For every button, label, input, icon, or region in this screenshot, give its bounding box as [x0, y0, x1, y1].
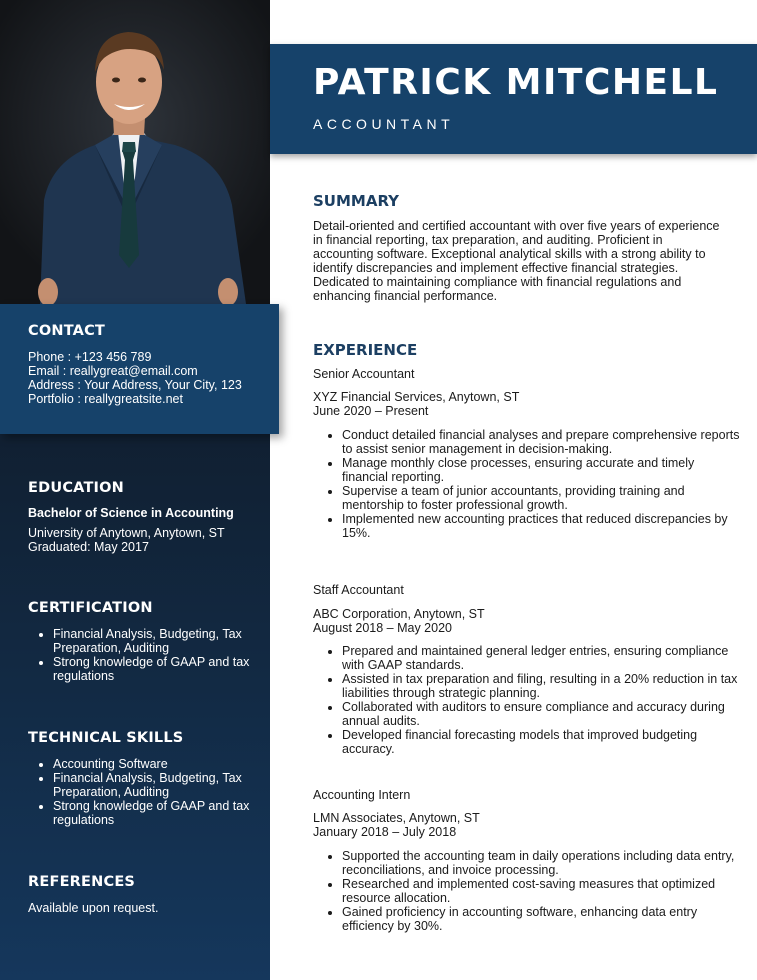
job-bullet: • Collaborated with auditors to ensure compliance and accuracy during annual audits.	[342, 700, 742, 728]
references-heading: REFERENCES	[28, 874, 136, 890]
job-company: XYZ Financial Services, Anytown, ST	[313, 390, 520, 404]
contact-portfolio	[28, 392, 183, 406]
job-title: Accounting Intern	[313, 788, 411, 802]
certification-item: • Financial Analysis, Budgeting, Tax Preparation, Auditing	[53, 627, 278, 655]
summary-text: Detail-oriented and certified accountant with over five years of experience in financial reporting, tax preparation, and auditing. Proficient in accounting software. Exceptional analytical skills with a strong ability to identify discrepancies and implement effective financial strategies. Dedicated to maintaining compliance with financial regulations and enhancing financial performance.	[313, 219, 720, 303]
job-bullet: • Manage monthly close processes, ensuring accurate and timely financial reporting.	[342, 456, 742, 484]
certification-list	[28, 627, 278, 683]
phone-value: +123 456 789	[74, 350, 152, 364]
contact-heading: CONTACT	[28, 323, 106, 339]
profile-photo	[0, 0, 270, 304]
job-bullet: • Researched and implemented cost-saving measures that optimized resource allocation.	[342, 877, 742, 905]
certification-item: • Strong knowledge of GAAP and tax regulations	[53, 655, 278, 683]
job-bullet: • Gained proficiency in accounting software, enhancing data entry efficiency by 30%.	[342, 905, 742, 933]
address-label: Address :	[28, 378, 81, 392]
education-degree: Bachelor of Science in Accounting	[28, 506, 234, 520]
job-bullets	[313, 428, 742, 540]
job-dates: June 2020 – Present	[313, 404, 429, 418]
contact-email	[28, 364, 198, 378]
education-heading: EDUCATION	[28, 480, 125, 496]
portfolio-value[interactable]: reallygreatsite.net	[84, 392, 183, 406]
summary-heading: SUMMARY	[313, 192, 400, 210]
portrait-illustration	[0, 0, 270, 304]
job-bullets	[313, 644, 742, 756]
references-text: Available upon request.	[28, 901, 159, 915]
candidate-role: ACCOUNTANT	[313, 116, 455, 132]
certification-heading: CERTIFICATION	[28, 600, 153, 616]
email-label: Email :	[28, 364, 67, 378]
contact-phone	[28, 350, 151, 364]
job-bullet: • Implemented new accounting practices that reduced discrepancies by 15%.	[342, 512, 742, 540]
email-value[interactable]: reallygreat@email.com	[69, 364, 198, 378]
job-company: ABC Corporation, Anytown, ST	[313, 607, 485, 621]
job-company: LMN Associates, Anytown, ST	[313, 811, 480, 825]
job-bullet: • Developed financial forecasting models that improved budgeting accuracy.	[342, 728, 742, 756]
job-bullet: • Prepared and maintained general ledger entries, ensuring compliance with GAAP standards.	[342, 644, 742, 672]
education-graduated: Graduated: May 2017	[28, 540, 149, 554]
job-bullet: • Supervise a team of junior accountants, providing training and mentorship to foster professional growth.	[342, 484, 742, 512]
job-bullet: • Conduct detailed financial analyses and prepare comprehensive reports to assist senior management in decision-making.	[342, 428, 742, 456]
job-bullets	[313, 849, 742, 933]
phone-label: Phone :	[28, 350, 72, 364]
address-value: Your Address, Your City, 123	[84, 378, 242, 392]
education-school: University of Anytown, Anytown, ST	[28, 526, 225, 540]
job-bullet: • Assisted in tax preparation and filing, resulting in a 20% reduction in tax liabilities through strategic planning.	[342, 672, 742, 700]
job-bullet: • Supported the accounting team in daily operations including data entry, reconciliations, and invoice processing.	[342, 849, 742, 877]
job-title: Senior Accountant	[313, 367, 415, 381]
job-title: Staff Accountant	[313, 583, 404, 597]
experience-heading: EXPERIENCE	[313, 341, 418, 359]
candidate-name: PATRICK MITCHELL	[313, 62, 719, 103]
job-dates: August 2018 – May 2020	[313, 621, 452, 635]
contact-address	[28, 378, 242, 392]
skills-item: • Strong knowledge of GAAP and tax regulations	[53, 799, 278, 827]
skills-heading: TECHNICAL SKILLS	[28, 730, 184, 746]
skills-list	[28, 757, 278, 827]
portfolio-label: Portfolio :	[28, 392, 81, 406]
skills-item: • Accounting Software	[53, 757, 278, 771]
skills-item: • Financial Analysis, Budgeting, Tax Preparation, Auditing	[53, 771, 278, 799]
job-dates: January 2018 – July 2018	[313, 825, 457, 839]
